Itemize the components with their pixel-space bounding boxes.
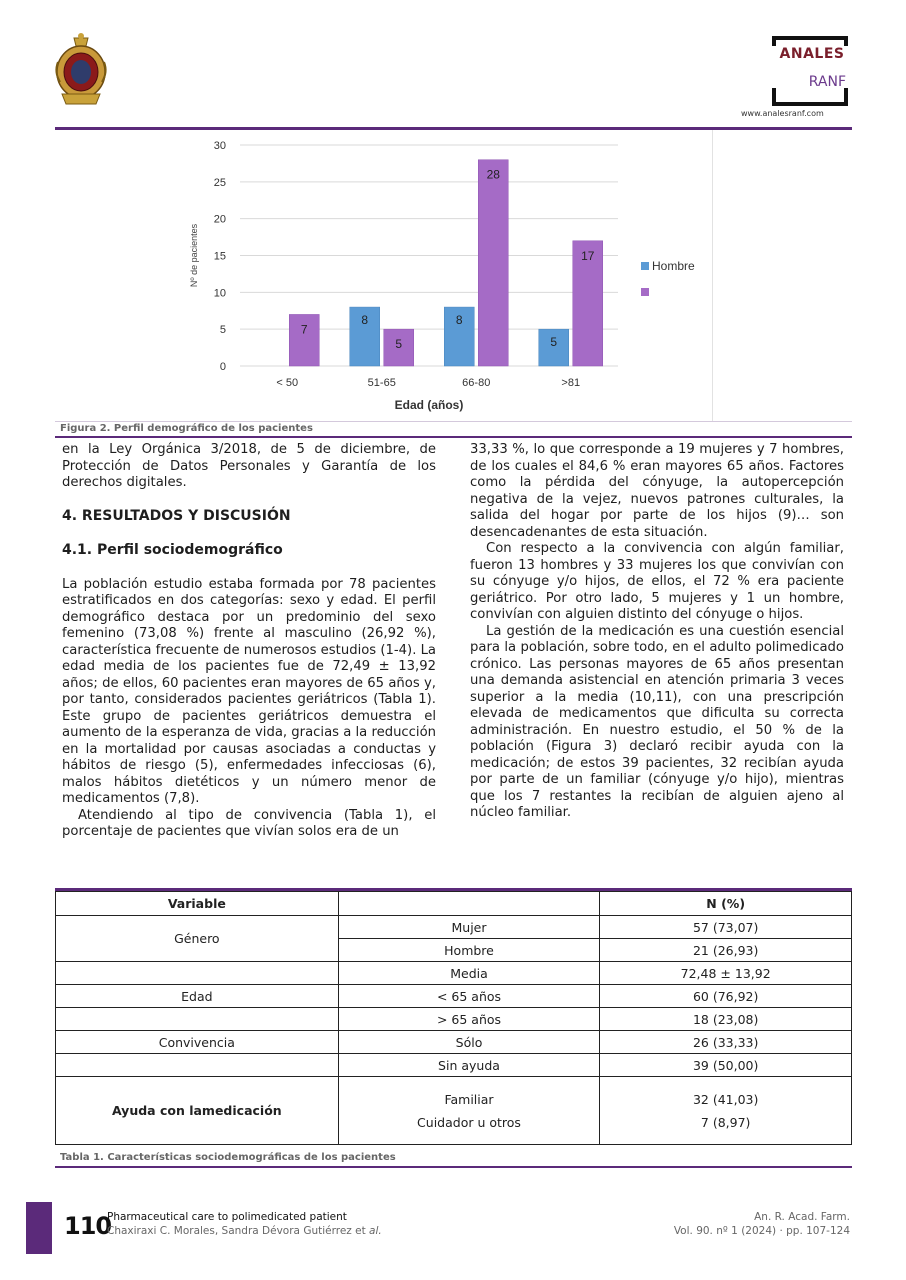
- logo-ranf-text: RANF: [808, 74, 846, 90]
- right-column: [470, 442, 844, 822]
- cell-mujer: Mujer: [338, 916, 600, 939]
- x-tick-label: 51-65: [367, 377, 396, 389]
- footer-authors: [107, 1225, 382, 1237]
- journal-url[interactable]: www.analesranf.com: [741, 109, 824, 118]
- cell-cuidador-n: 7 (8,97): [700, 1114, 751, 1130]
- y-tick-label: 25: [213, 176, 226, 189]
- page-number: 110: [64, 1212, 112, 1240]
- header-subcategory: [338, 892, 600, 916]
- footer-volume: Vol. 90. nº 1 (2024) · pp. 107-124: [673, 1225, 850, 1237]
- y-axis-label: Nº de pacientes: [189, 223, 199, 288]
- legend-swatch-mujer: [641, 288, 649, 296]
- data-label-mujer: 5: [395, 337, 403, 352]
- paragraph: La gestión de la medicación es una cuestión esencial para la población, sobre todo, en el adulto polimedicado crónico. Las personas mayores de 65 años presentan una demanda asistencial en atención primaria 3 veces superior a la media (10,11), con una prescripción elevada de medicamentos que dificulta su correcta administración. En nuestro estudio, el 50 % de la población (Figura 3) declaró recibir ayuda con la medicación; de estos 39 pacientes, 32 recibían ayuda por parte de un familiar (cónyuge y/o hijo), mientras que los 7 restantes la recibían de alguien ajeno al núcleo familiar.: [470, 623, 844, 820]
- section-heading: 4. RESULTADOS Y DISCUSIÓN: [62, 507, 291, 524]
- x-tick-label: >81: [561, 377, 581, 389]
- header-n-percent: N (%): [600, 892, 852, 916]
- cell-media-n: 72,48 ± 13,92: [600, 962, 852, 985]
- cell-ayuda: Ayuda con lamedicación: [56, 1077, 339, 1145]
- cell-cuidador: Cuidador u otros: [417, 1114, 521, 1130]
- cell-empty: [56, 1054, 339, 1077]
- cell-menor65: < 65 años: [338, 985, 600, 1008]
- left-column: [62, 442, 436, 841]
- y-tick-label: 15: [213, 250, 226, 263]
- table-row: [56, 1008, 852, 1031]
- data-label-mujer: 28: [486, 167, 500, 182]
- cell-hombre: Hombre: [338, 939, 600, 962]
- figure-2: [55, 130, 852, 422]
- footer-authors-text: Chaxiraxi C. Morales, Sandra Dévora Gutiérrez et: [107, 1225, 370, 1237]
- data-label-hombre: 8: [455, 313, 463, 328]
- academy-crest-logo: [52, 32, 110, 108]
- header-variable: Variable: [56, 892, 339, 916]
- cell-edad: Edad: [56, 985, 339, 1008]
- x-axis-label: Edad (años): [394, 398, 464, 412]
- cell-familiar: Familiar: [444, 1091, 494, 1107]
- cell-sin-ayuda: Sin ayuda: [338, 1054, 600, 1077]
- cell-solo-n: 26 (33,33): [600, 1031, 852, 1054]
- cell-genero: Género: [56, 916, 339, 962]
- data-label-hombre: 5: [550, 335, 558, 350]
- data-label-hombre: 8: [361, 313, 369, 328]
- figure-caption-divider: [55, 421, 852, 422]
- cell-menor65-n: 60 (76,92): [600, 985, 852, 1008]
- paragraph: Atendiendo al tipo de convivencia (Tabla 1), el porcentaje de pacientes que vivían solos era de un: [62, 807, 436, 839]
- cell-mujer-n: 57 (73,07): [600, 916, 852, 939]
- table-bottom-divider: [55, 1166, 852, 1168]
- paragraph: en la Ley Orgánica 3/2018, de 5 de diciembre, de Protección de Datos Personales y Garantía de los derechos digitales.: [62, 442, 436, 490]
- footer-article-title: Pharmaceutical care to polimedicated patient: [107, 1211, 347, 1223]
- footer-journal: An. R. Acad. Farm.: [754, 1211, 850, 1223]
- table-row: [56, 1077, 852, 1145]
- x-tick-label: < 50: [276, 377, 299, 389]
- data-label-mujer: 7: [300, 322, 308, 337]
- legend-swatch-hombre: [641, 262, 649, 270]
- subsection-heading: 4.1. Perfil sociodemográfico: [62, 542, 283, 558]
- demographics-table: [55, 891, 852, 1145]
- cell-empty: [56, 962, 339, 985]
- anales-ranf-logo: [772, 36, 852, 108]
- footer-authors-etal: al.: [369, 1225, 382, 1237]
- table-header-row: [56, 892, 852, 916]
- y-tick-label: 10: [213, 287, 226, 300]
- logo-anales-text: ANALES: [779, 46, 845, 62]
- paragraph: 33,33 %, lo que corresponde a 19 mujeres y 7 hombres, de los cuales el 84,6 % eran mayores 65 años. Factores como la pérdida del cónyuge, la autopercepción negativa de la vejez, nuevos patrones culturales, la salida del hogar por parte de los hijos (9)… son desencadenantes de esta situación.: [470, 442, 844, 540]
- footer-accent-bar: [26, 1202, 52, 1254]
- cell-sin-ayuda-n: 39 (50,00): [600, 1054, 852, 1077]
- paragraph: Con respecto a la convivencia con algún familiar, fueron 13 hombres y 33 mujeres los que convivían con su cónyuge y/o hijos, de ellos, el 72 % era paciente geriátrico. Por otro lado, 5 mujeres y 1 un hombre, convivían con alguien distinto del cónyuge o hijos.: [470, 541, 844, 622]
- table-row: [56, 916, 852, 939]
- y-tick-label: 5: [219, 324, 226, 337]
- x-tick-label: 66-80: [462, 377, 491, 389]
- legend-label-hombre: Hombre: [652, 259, 695, 273]
- cell-solo: Sólo: [338, 1031, 600, 1054]
- table-row: [56, 1031, 852, 1054]
- table-row: [56, 1054, 852, 1077]
- cell-hombre-n: 21 (26,93): [600, 939, 852, 962]
- cell-empty: [56, 1008, 339, 1031]
- y-tick-label: 0: [219, 361, 226, 373]
- table-row: [56, 962, 852, 985]
- cell-mayor65: > 65 años: [338, 1008, 600, 1031]
- data-label-mujer: 17: [581, 248, 595, 263]
- figure-bottom-divider: [55, 436, 852, 438]
- table-caption: Tabla 1. Características sociodemográficas de los pacientes: [60, 1152, 396, 1163]
- y-tick-label: 20: [213, 213, 226, 226]
- bar-mujer: [478, 160, 508, 366]
- cell-familiar-n: 32 (41,03): [692, 1091, 759, 1107]
- cell-mayor65-n: 18 (23,08): [600, 1008, 852, 1031]
- paragraph: La población estudio estaba formada por 78 pacientes estratificados en dos categorías: sexo y edad. El perfil demográfico destaca por un predominio del sexo femenino (73,08 %) frente al masculino (26,92 %), característica frecuente de numerosos estudios (1-4). La edad media de los pacientes fue de 72,49 ± 13,92 años; de ellos, 60 pacientes eran mayores de 65 años y, por tanto, considerados pacientes geriátricos (Tabla 1). Este grupo de pacientes geriátricos demuestra el aumento de la esperanza de vida, gracias a la reducción en la mortalidad por causas asociadas a conductas y hábitos de riesgo (5), enfermedades infecciosas (6), malos hábitos dietéticos y un número menor de medicamentos (7,8).: [62, 576, 437, 806]
- table-row: [56, 985, 852, 1008]
- cell-convivencia: Convivencia: [56, 1031, 339, 1054]
- demographic-bar-chart: [55, 130, 852, 422]
- figure-caption: Figura 2. Perfil demográfico de los pacientes: [60, 423, 313, 434]
- y-tick-label: 30: [213, 140, 226, 152]
- cell-media: Media: [338, 962, 600, 985]
